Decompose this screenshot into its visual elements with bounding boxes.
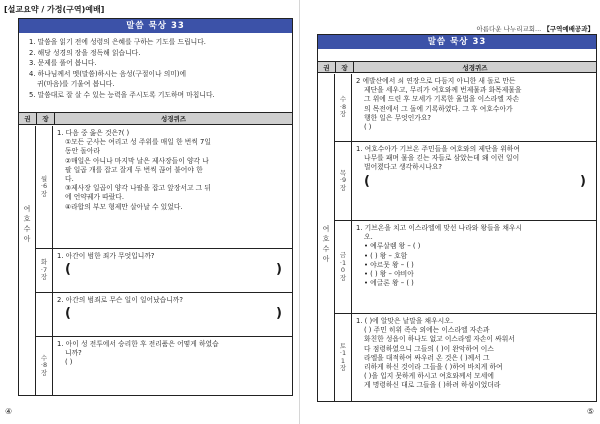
left-title: 말씀 묵상 33: [19, 19, 292, 33]
question: 1. 여호수아가 기브온 주민들을 여호와의 제단을 위하여 나무를 패며 물을 긷는 자들로 삼았는데 왜 이런 일이 벌어졌다고 생각하시나요? ( ): [352, 142, 596, 220]
answer-blank[interactable]: ( ): [65, 262, 282, 278]
day-label: 수·8장: [36, 337, 53, 395]
page-number: ⑤: [586, 407, 594, 416]
table-row: [335, 142, 596, 221]
table-header: [318, 61, 596, 73]
header-quiz: 성경퀴즈: [462, 64, 488, 72]
day-label: 월·6장: [36, 126, 53, 248]
table-row: [36, 249, 292, 293]
book-column: [19, 126, 36, 395]
header-jang: 장: [336, 62, 354, 72]
day-label: 목·9장: [335, 142, 352, 220]
book-column: [318, 74, 335, 401]
left-table-body: [19, 126, 292, 395]
instruction-line: 귀(마음)를 기울여 봅니다.: [37, 80, 115, 89]
question: 1. 아이 성 전투에서 승리한 후 전리품은 어떻게 하였습 니까? ( ): [57, 340, 219, 367]
church-name: 아름다운 나누리교회...: [476, 25, 542, 33]
table-row: [36, 126, 292, 249]
question: 2. 아간의 범죄로 무슨 일이 일어났습니까? ( ): [53, 293, 292, 336]
left-header: [설교요약 / 가정(구역)예배]: [4, 5, 105, 14]
book-label: 여호수아: [322, 225, 330, 263]
question: 1. 다음 중 옳은 것은?( ) ①모든 군사는 여리고 성 주위를 매일 한 번씩 7일 동안 돌아라 ②매일은 아니나 마지막 날은 제사장들이 양각 나 팔 일곱 개를 잡고 잘게 두 번씩 끊어 불어야 한 다. ③제사장 일곱이 양각 나팔을 잡고 앞장서고 그 뒤 에 언약궤가 따랐다. ④라합의 부모 형제만 살아날 수 있었다.: [57, 129, 211, 211]
question-rows: [36, 126, 292, 395]
header-kwon: 권: [19, 113, 37, 124]
question: 1. ( )에 알맞은 낱말을 채우시오. ( ) 주민 히위 족속 외에는 이스라엘 자손과 화친한 성읍이 하나도 없고 이스라엘 자손이 싸워서 다 점령하였으니 그들의 ( )이 완악하여 이스 라엘을 대적하여 싸우러 온 것은 ( )께서 그 리하게 하신 것이라 그들을 ( )하여 바치게 하여 ( )을 입지 못하게 하시고 여호와께서 모세에 게 명령하신 대로 그들을 ( )하려 하심이었더라: [356, 317, 515, 390]
table-row: [335, 221, 596, 314]
instruction-line: 5. 말씀대로 잘 살 수 있는 능력을 주시도록 기도하며 마칩니다.: [29, 90, 215, 99]
right-worksheet: [317, 34, 597, 402]
table-header: [19, 113, 292, 125]
day-label: [36, 293, 53, 336]
day-label: 토·11장: [335, 314, 352, 401]
instruction-line: 1. 말씀을 읽기 전에 성령의 은혜를 구하는 기도를 드립니다.: [29, 38, 206, 46]
table-row: [335, 314, 596, 401]
question: 1. 기브온을 치고 이스라엘에 맞선 나라와 왕들을 채우시 오. • 예루살렘 왕 – ( ) • ( ) 왕 – 호함 • 야르뭇 왕 – ( ) • ( ) 왕 – 야비아 • 에글론 왕 – ( ): [356, 224, 523, 288]
title-spacer: [318, 49, 596, 61]
page-number: ④: [5, 407, 13, 416]
header-tag: 【구역예배공과】: [543, 25, 594, 33]
instructions: [19, 33, 292, 113]
question: 1. 아간이 범한 죄가 무엇입니까? ( ): [53, 249, 292, 292]
instruction-line: 3. 문제를 풀어 봅니다.: [29, 59, 97, 68]
day-label: 금·10장: [335, 221, 352, 313]
book-label: 여호수아: [23, 205, 31, 243]
day-label: 수·8장: [335, 74, 352, 141]
right-table-body: [318, 74, 596, 401]
instruction-line: 2. 해당 성경의 장을 정독해 읽습니다.: [29, 48, 141, 57]
header-quiz: 성경퀴즈: [160, 115, 187, 123]
answer-blank[interactable]: ( ): [364, 173, 586, 189]
header-kwon: 권: [318, 62, 336, 72]
table-row: [335, 74, 596, 142]
right-title: 말씀 묵상 33: [318, 35, 596, 49]
header-jang: 장: [37, 113, 55, 124]
answer-blank[interactable]: ( ): [65, 306, 282, 322]
day-label: 화·7장: [36, 249, 53, 292]
instruction-line: 4. 하나님께서 멧(말씀)하시는 음성(구절이나 의미)에: [29, 69, 187, 78]
table-row: [36, 337, 292, 395]
left-worksheet: [18, 18, 293, 396]
question: 2 에발산에서 쇠 연장으로 다듬지 아니한 새 돌로 만든 제단을 세우고, 무리가 여호와께 번제물과 화목제물을 그 위에 드린 후 모세가 기록한 율법을 이스라엘 자손 의 목전에서 그 돌에 기록하였다. 그 후 여호수아가 행한 일은 무엇인가요? ( ): [356, 77, 522, 132]
right-header: [476, 24, 594, 33]
right-page: [300, 0, 600, 424]
question-rows: [335, 74, 596, 401]
table-row: [36, 293, 292, 337]
